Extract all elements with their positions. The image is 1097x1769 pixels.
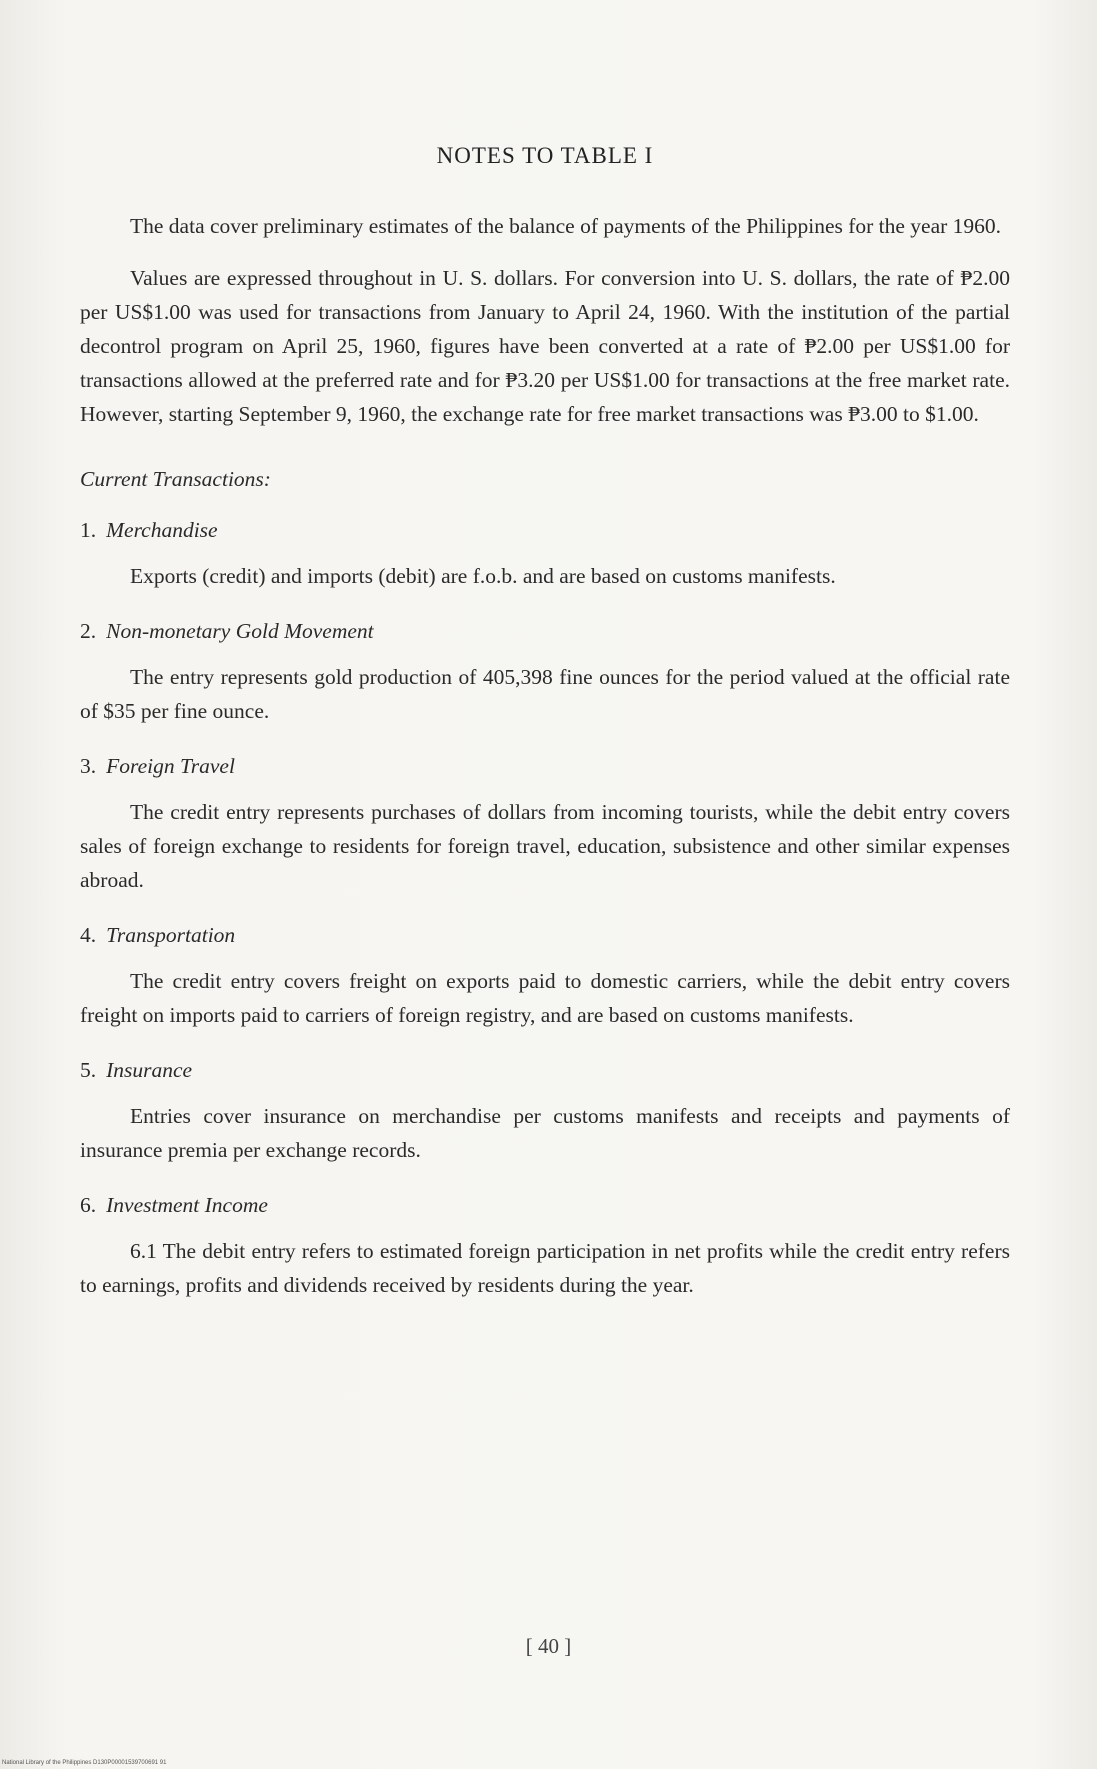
- section-heading: Merchandise: [106, 518, 218, 542]
- section-heading: Non-monetary Gold Movement: [106, 619, 374, 643]
- section-investment-income: [80, 1193, 1010, 1302]
- section-number: 1.: [80, 518, 97, 542]
- intro-paragraph-1: The data cover preliminary estimates of the balance of payments of the Philippines for the year 1960.: [130, 214, 1002, 238]
- section-heading: Foreign Travel: [106, 754, 235, 778]
- section-text: Entries cover insurance on merchandise per customs manifests and receipts and payments of insurance premia per exchange records.: [80, 1104, 1010, 1162]
- intro-paragraph-2: Values are expressed throughout in U. S. dollars. For conversion into U. S. dollars, the rate of ₱2.00 per US$1.00 was used for transactions from January to April 24, 1960. With the institution of the partial decontrol program on April 25, 1960, figures have been converted at a rate of ₱2.00 per US$1.00 for transactions allowed at the preferred rate and for ₱3.20 per US$1.00 for transactions at the free market rate. However, starting September 9, 1960, the exchange rate for free market transactions was ₱3.00 to $1.00.: [80, 266, 1010, 426]
- section-number: 3.: [80, 754, 97, 778]
- current-transactions-heading: Current Transactions:: [80, 467, 271, 491]
- section-insurance: [80, 1058, 1010, 1167]
- section-transportation: [80, 923, 1010, 1032]
- section-number: 2.: [80, 619, 97, 643]
- section-foreign-travel: [80, 754, 1010, 897]
- section-text: The credit entry covers freight on exports paid to domestic carriers, while the debit entry covers freight on imports paid to carriers of foreign registry, and are based on customs manifests.: [80, 969, 1010, 1027]
- section-gold-movement: [80, 619, 1010, 728]
- footer-note: National Library of the Philippines D130P00001539700691 91: [2, 1760, 167, 1766]
- section-number: 5.: [80, 1058, 97, 1082]
- section-text: 6.1 The debit entry refers to estimated foreign participation in net profits while the credit entry refers to earnings, profits and dividends received by residents during the year.: [80, 1239, 1010, 1297]
- page-content: [80, 135, 1010, 1320]
- section-number: 6.: [80, 1193, 97, 1217]
- page-title: NOTES TO TABLE I: [436, 143, 654, 168]
- section-heading: Insurance: [106, 1058, 193, 1082]
- section-text: Exports (credit) and imports (debit) are f.o.b. and are based on customs manifests.: [130, 564, 836, 588]
- section-text: The credit entry represents purchases of dollars from incoming tourists, while the debit entry covers sales of foreign exchange to residents for foreign travel, education, subsistence and other similar expenses abroad.: [80, 800, 1010, 892]
- page-number: [ 40 ]: [525, 1634, 572, 1658]
- section-merchandise: [80, 518, 1010, 593]
- section-heading: Transportation: [106, 923, 236, 947]
- section-heading: Investment Income: [106, 1193, 268, 1217]
- section-number: 4.: [80, 923, 97, 947]
- section-text: The entry represents gold production of 405,398 fine ounces for the period valued at the official rate of $35 per fine ounce.: [80, 665, 1010, 723]
